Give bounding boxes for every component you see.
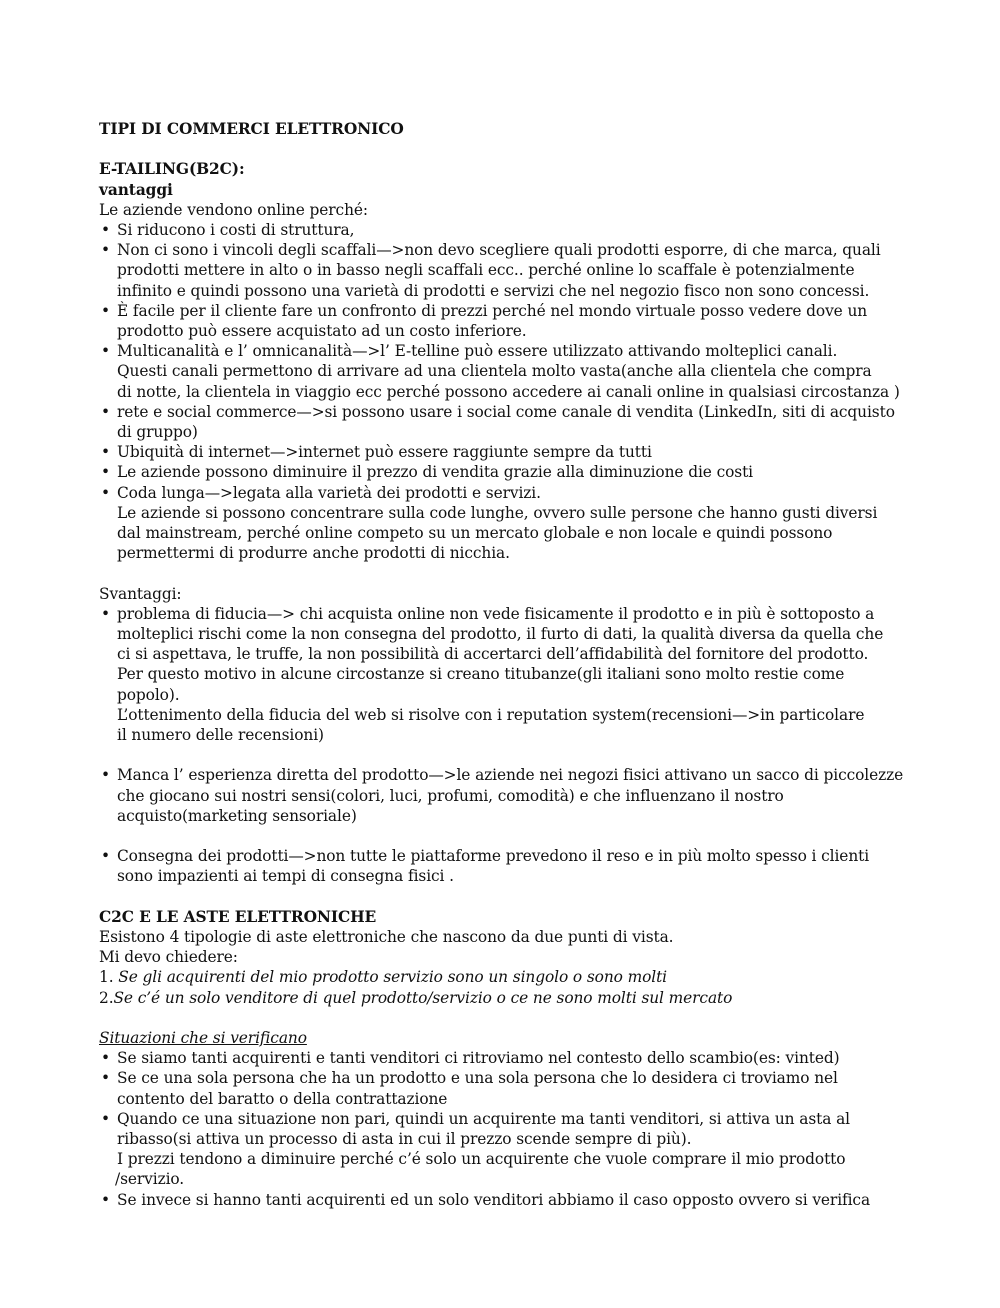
list-item-line: • Le aziende possono diminuire il prezzo di vendita grazie alla diminuzione die costi: [117, 463, 753, 482]
list-item-line: prodotto può essere acquistato ad un costo inferiore.: [117, 322, 527, 341]
list-item-line: • rete e social commerce—>si possono usare i social come canale di vendita (LinkedIn, siti di acquisto: [117, 402, 895, 421]
list-item-line: • Non ci sono i vincoli degli scaffali—>non devo scegliere quali prodotti esporre, di che marca, quali: [117, 241, 881, 260]
list-item-line: ci si aspettava, le truffe, la non possibilità di accertarci dell’affidabilità del fornitore del prodotto.: [117, 645, 869, 664]
list-item: [99, 341, 909, 402]
list-item: [99, 220, 909, 240]
list-item: [99, 301, 909, 341]
list-item-line: che giocano sui nostri sensi(colori, luci, profumi, comodità) e che influenzano il nostro: [117, 786, 784, 805]
list-item-line: • Se invece si hanno tanti acquirenti ed un solo venditori abbiamo il caso opposto ovvero si verifica: [117, 1190, 871, 1209]
list-item: [99, 1068, 909, 1108]
spacer: [99, 139, 909, 159]
list-item-line: infinito e quindi possono una varietà di prodotti e servizi che nel negozio fisco non sono concessi.: [117, 281, 870, 300]
c2c-situazioni-list: [99, 1048, 909, 1210]
list-item: [99, 402, 909, 442]
spacer: [99, 745, 909, 765]
list-item: [99, 1109, 909, 1190]
list-item-line: ribasso(si attiva un processo di asta in cui il prezzo scende sempre di più).: [117, 1130, 692, 1149]
list-item-line: acquisto(marketing sensoriale): [117, 806, 357, 825]
list-item: [99, 846, 909, 886]
situazioni-heading: [99, 1028, 909, 1048]
list-item: [99, 1048, 909, 1068]
etailing-vantaggi-list: [99, 220, 909, 563]
list-item: [99, 240, 909, 301]
etailing-subheading: vantaggi: [99, 180, 173, 199]
list-item-line: • Manca l’ esperienza diretta del prodotto—>le aziende nei negozi fisici attivano un sacco di piccolezze: [117, 766, 904, 785]
list-item-line: I prezzi tendono a diminuire perché c’é solo un acquirente che vuole comprare il mio prodotto: [117, 1150, 846, 1169]
list-item-line: • Se siamo tanti acquirenti e tanti venditori ci ritroviamo nel contesto dello scambio(es: vinted): [117, 1049, 840, 1068]
list-item-line: molteplici rischi come la non consegna del prodotto, il furto di dati, la qualità diversa da quella che: [117, 625, 884, 644]
list-item-line: sono impazienti ai tempi di consegna fisici .: [117, 867, 454, 886]
spacer: [99, 826, 909, 846]
c2c-heading: C2C E LE ASTE ELETTRONICHE: [99, 907, 377, 926]
spacer: [99, 563, 909, 583]
list-item: [99, 604, 909, 745]
spacer: [99, 1008, 909, 1028]
question-text: Se gli acquirenti del mio prodotto servizio sono un singolo o sono molti: [118, 968, 667, 987]
list-item: [99, 1190, 909, 1210]
list-item-line: Per questo motivo in alcune circostanze si creano titubanze(gli italiani sono molto restie come: [117, 665, 845, 684]
c2c-question-2: [99, 988, 909, 1008]
list-item-line: di gruppo): [117, 423, 198, 442]
c2c-intro: Esistono 4 tipologie di aste elettroniche che nascono da due punti di vista.: [99, 928, 674, 947]
list-item-line: • Si riducono i costi di struttura,: [117, 221, 355, 239]
etailing-intro: Le aziende vendono online perché:: [99, 200, 368, 219]
spacer: [99, 887, 909, 907]
list-item: [99, 442, 909, 462]
list-item-line: • problema di fiducia—> chi acquista online non vede fisicamente il prodotto e in più è sottoposto a: [117, 604, 875, 623]
list-item-line: di notte, la clientela in viaggio ecc perché possono accedere ai canali online in qualsiasi circostanza ): [117, 382, 900, 401]
list-item-line: popolo).: [117, 685, 180, 704]
list-item-line: Le aziende si possono concentrare sulla code lunghe, ovvero sulle persone che hanno gusti diversi: [117, 503, 878, 522]
list-item-line: contento del baratto o della contrattazione: [117, 1089, 448, 1108]
list-item-line: • Quando ce una situazione non pari, quindi un acquirente ma tanti venditori, si attiva un asta al: [117, 1109, 850, 1128]
c2c-question-1: [99, 967, 909, 987]
svantaggi-label: Svantaggi:: [99, 584, 182, 603]
list-item-line: permettermi di produrre anche prodotti di nicchia.: [117, 544, 510, 563]
list-item-line: • Ubiquità di internet—>internet può essere raggiunte sempre da tutti: [117, 443, 652, 462]
situazioni-label: Situazioni che si verificano: [99, 1029, 307, 1048]
list-item-line: L’ottenimento della fiducia del web si risolve con i reputation system(recensioni—>in particolare: [117, 705, 865, 724]
question-number: 2.: [99, 988, 114, 1007]
list-item-line: • Se ce una sola persona che ha un prodotto e una sola persona che lo desidera ci troviamo nel: [117, 1069, 838, 1088]
list-item-line: il numero delle recensioni): [117, 726, 324, 745]
list-item: [99, 462, 909, 482]
question-text: Se c’é un solo venditore di quel prodotto/servizio o ce ne sono molti sul mercato: [113, 988, 733, 1007]
list-item-line: • Multicanalità e l’ omnicanalità—>l’ E-telline può essere utilizzato attivando molteplici canali.: [117, 342, 838, 361]
list-item: [99, 765, 909, 826]
list-item-line: Questi canali permettono di arrivare ad una clientela molto vasta(anche alla clientela che compra: [117, 362, 872, 381]
list-item-line: • Coda lunga—>legata alla varietà dei prodotti e servizi.: [117, 483, 541, 502]
list-item: [99, 483, 909, 564]
document-page: [99, 119, 909, 1210]
question-number: 1.: [99, 968, 119, 987]
c2c-question-prompt: Mi devo chiedere:: [99, 948, 238, 967]
etailing-svantaggi-list: [99, 604, 909, 887]
etailing-heading: E-TAILING(B2C):: [99, 160, 245, 179]
list-item-line: • È facile per il cliente fare un confronto di prezzi perché nel mondo virtuale posso vedere dove un: [117, 301, 868, 320]
list-item-line: /servizio.: [115, 1170, 185, 1189]
list-item-line: prodotti mettere in alto o in basso negli scaffali ecc.. perché online lo scaffale è potenzialmente: [117, 261, 855, 280]
list-item-line: dal mainstream, perché online competo su un mercato globale e non locale e quindi possono: [117, 524, 833, 543]
list-item-line: • Consegna dei prodotti—>non tutte le piattaforme prevedono il reso e in più molto spesso i clienti: [117, 847, 870, 866]
document-title: TIPI DI COMMERCI ELETTRONICO: [99, 120, 404, 138]
